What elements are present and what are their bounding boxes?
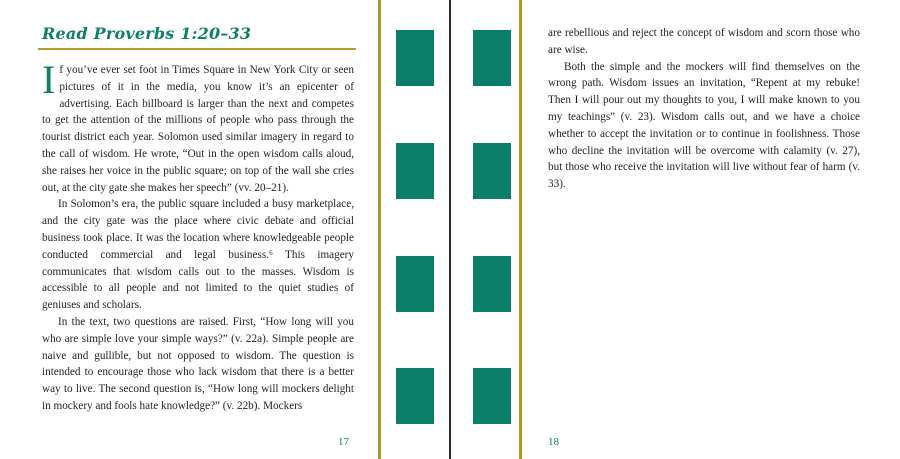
drop-cap: I xyxy=(42,57,56,102)
paragraph: In the text, two questions are raised. First, “How long will you who are simple love your simple ways?” (v. 22a). Simple people are naive and gullible, but not opposed to wisdom. The question is intended to encourage those who lack wisdom that there is a better way to live. The second question is, “How long will mockers delight in mockery and fools hate knowledge?” (v. 22b). Mockers xyxy=(42,315,354,412)
section-heading: Read Proverbs 1:20–33 xyxy=(42,24,252,43)
page-number: 18 xyxy=(548,436,559,448)
left-body-text xyxy=(42,57,354,415)
thumb-tab xyxy=(473,368,511,424)
paragraph: In Solomon’s era, the public square included a busy marketplace, and the city gate was the place where civic debate and official business took place. It was the location where knowledgeable people conducted commercial and legal business.⁶ This imagery communicates that wisdom calls out to the masses. Wisdom is accessible to all people and not limited to the quiet studies of geniuses and scholars. xyxy=(42,198,354,312)
paragraph: Both the simple and the mockers will find themselves on the wrong path. Wisdom issues an invitation, “Repent at my rebuke! Then I will pour out my thoughts to you, I will make known to you my teachings” (v. 23). Wisdom calls out, and we have a choice whether to accept the invitation or to continue in foolishness. Those who decline the invitation will be overcome with calamity (v. 27), but those who receive the invitation will live without fear of harm (v. 33). xyxy=(548,60,860,191)
heading-rule xyxy=(38,48,356,50)
paragraph: are rebellious and reject the concept of wisdom and scorn those who are wise. xyxy=(548,27,860,56)
thumb-tab xyxy=(396,30,434,86)
gold-rule-right xyxy=(519,0,522,459)
left-page xyxy=(0,0,378,459)
book-gutter xyxy=(378,0,522,459)
right-body-text xyxy=(548,25,860,193)
thumb-tab xyxy=(473,30,511,86)
gold-rule-left xyxy=(378,0,381,459)
paragraph-text: f you’ve ever set foot in Times Square in New York City or seen pictures of it in the media, you know it’s an epicenter of advertising. Each billboard is larger than the next and competes to get the attention of the millions of people who pass through the tourist district each year. Solomon used similar imagery in regard to the call of wisdom. He wrote, “Out in the open wisdom calls aloud, she raises her voice in the public square; on top of the wall she cries out, at the city gate she makes her speech” (vv. 20–21). xyxy=(42,64,354,194)
page-number: 17 xyxy=(338,436,349,448)
spine-line xyxy=(449,0,451,459)
thumb-tab xyxy=(396,256,434,312)
thumb-tab xyxy=(396,143,434,199)
thumb-tab xyxy=(396,368,434,424)
thumb-tab xyxy=(473,143,511,199)
paragraph xyxy=(42,57,354,196)
thumb-tab xyxy=(473,256,511,312)
